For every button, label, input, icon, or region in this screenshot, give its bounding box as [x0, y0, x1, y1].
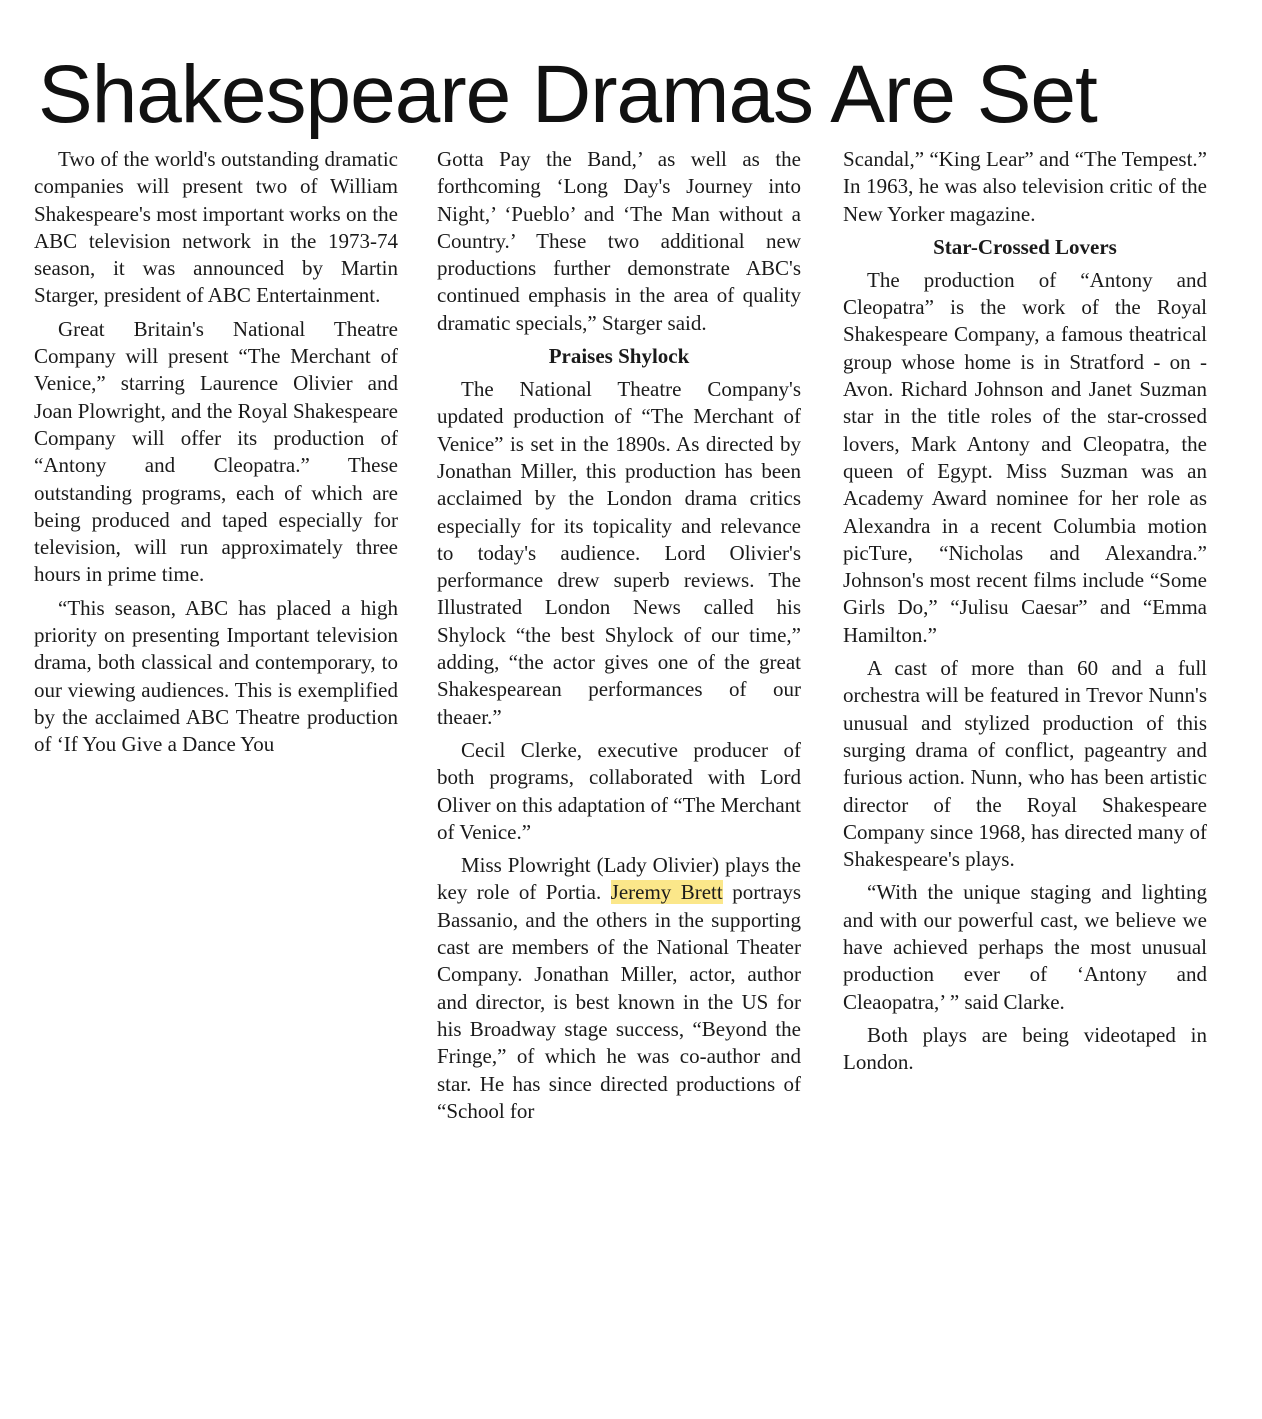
subhead-praises-shylock: Praises Shylock — [548, 344, 690, 369]
paragraph: Both plays are being videotaped in London. — [843, 1022, 1207, 1075]
paragraph: Two of the world's outstanding dramatic companies will present two of William Shakespeare's most important works on the ABC television network in the 1973-74 season, it was announced by Martin Starger, president of ABC Entertainment. — [34, 147, 398, 308]
paragraph: Cecil Clerke, executive producer of both programs, collaborated with Lord Oliver on this adaptation of “The Merchant of Venice.” — [437, 737, 801, 844]
paragraph: The National Theatre Company's updated production of “The Merchant of Venice” is set in the 1890s. As directed by Jonathan Miller, this production has been acclaimed by the London drama critics especially for its topicality and relevance to today's audience. Lord Olivier's performance drew superb reviews. The Illustrated London News called his Shylock “the best Shylock of our time,” adding, “the actor gives one of the great Shakespearean performances of our theaer.” — [437, 377, 801, 729]
article-column-2 — [437, 146, 801, 1131]
subhead-star-crossed-lovers: Star-Crossed Lovers — [933, 234, 1117, 259]
paragraph-text: portrays Bassanio, and the others in the supporting cast are members of the National Theater Company. Jonathan Miller, actor, author and director, is best known in the US for his Broadway stage success, “Beyond the Fringe,” of which he was co-author and star. He has since directed productions of “School for — [437, 880, 802, 1123]
article-column-3 — [843, 146, 1207, 1083]
paragraph: Scandal,” “King Lear” and “The Tempest.” In 1963, he was also television critic of the New Yorker magazine. — [843, 147, 1207, 226]
headline: Shakespeare Dramas Are Set — [38, 49, 1097, 140]
highlighted-name: Jeremy Brett — [610, 880, 723, 905]
paragraph: Great Britain's National Theatre Company will present “The Merchant of Venice,” starring Laurence Olivier and Joan Plowright, and the Royal Shakespeare Company will offer its production of “Antony and Cleopatra.” These outstanding programs, each of which are being produced and taped especially for television, will run approximately three hours in prime time. — [34, 316, 398, 587]
paragraph: The production of “Antony and Cleopatra” is the work of the Royal Shakespeare Company, a famous theatrical group whose home is in Stratford - on - Avon. Richard Johnson and Janet Suzman star in the title roles of the star-crossed lovers, Mark Antony and Cleopatra, the queen of Egypt. Miss Suzman was an Academy Award nominee for her role as Alexandra in a recent Columbia motion picTure, “Nicholas and Alexandra.” Johnson's most recent films include “Some Girls Do,” “Julisu Caesar” and “Emma Hamilton.” — [843, 267, 1207, 647]
paragraph-text: Miss Plowright (Lady Olivier) plays the key role of Portia. — [437, 853, 801, 905]
article-column-1 — [34, 146, 398, 765]
paragraph — [437, 852, 801, 1125]
paragraph: “With the unique staging and lighting and with our powerful cast, we believe we have achieved perhaps the most unusual production ever of ‘Antony and Cleaopatra,’ ” said Clarke. — [843, 880, 1207, 1014]
paragraph: A cast of more than 60 and a full orchestra will be featured in Trevor Nunn's unusual and stylized production of this surging drama of conflict, pageantry and furious action. Nunn, who has been artistic director of the Royal Shakespeare Company since 1968, has directed many of Shakespeare's plays. — [843, 656, 1207, 872]
paragraph: Gotta Pay the Band,’ as well as the forthcoming ‘Long Day's Journey into Night,’ ‘Pueblo’ and ‘The Man without a Country.’ These two additional new productions further demonstrate ABC's continued emphasis in the area of quality dramatic specials,” Starger said. — [437, 147, 801, 335]
paragraph: “This season, ABC has placed a high priority on presenting Important television drama, both classical and contemporary, to our viewing audiences. This is exemplified by the acclaimed ABC Theatre production of ‘If You Give a Dance You — [34, 595, 398, 757]
